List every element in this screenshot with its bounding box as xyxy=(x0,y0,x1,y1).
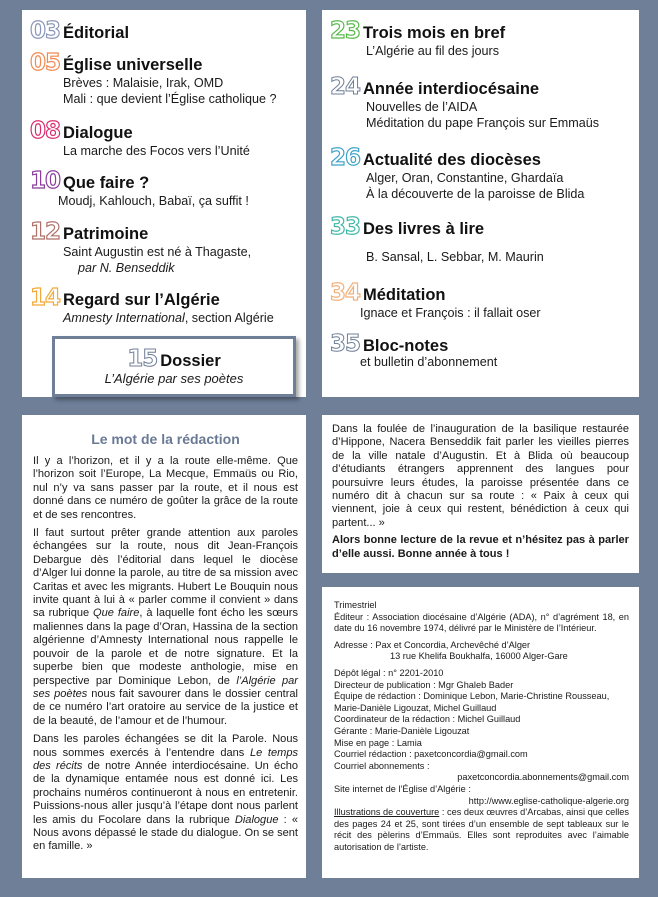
toc-entry-bloc-notes[interactable] xyxy=(330,333,635,370)
dossier-feature-box[interactable] xyxy=(52,336,296,397)
section-subtitle: Brèves : Malaisie, Irak, OMD xyxy=(63,76,224,90)
section-subtitle: Nouvelles de l’AIDA xyxy=(366,100,478,114)
credits-address-line2: 13 rue Khelifa Boukhalfa, 16000 Alger-Gare xyxy=(390,651,568,662)
section-subtitle: L’Algérie au fil des jours xyxy=(366,44,500,58)
toc-left-panel xyxy=(22,10,306,397)
editorial-closing: Alors bonne lecture de la revue et n’hésitez pas à parler d’elle aussi. Bonne année à tous ! xyxy=(332,534,629,560)
page-number: 05 xyxy=(30,50,61,76)
section-title: Patrimoine xyxy=(63,225,149,243)
section-title: Dialogue xyxy=(63,124,133,142)
editorial-paragraph: Dans les paroles échangées se dit la Parole. Nous nous sommes exercés à l’entendre dans Le temps des récits de notre Année interdiocésaine. Un écho de la dynamique entamée nous est donné ici. Les prochains numéros continueront à nous en entretenir. Puissions-nous aller jusqu’à l’étape dont nous parlent les amis du Focolare dans la rubrique Dialogue : « Nous avons dépassé le stade du dialogue. On se sent en famille. » xyxy=(33,733,299,853)
section-subtitle: Ignace et François : il fallait oser xyxy=(360,306,541,320)
editorial-paragraph: Il y a l’horizon, et il y a la route elle-même. Que l’horizon soit l’Europe, La Mecque, Emmaüs ou Rio, nul n’y va sans passer par la route, et il nous est donné dans ce numéro de goûter la grâce de la route et de ses rencontres. xyxy=(33,455,298,521)
section-subtitle: À la découverte de la paroisse de Blida xyxy=(366,187,585,201)
page-number: 08 xyxy=(30,118,61,144)
toc-entry-regard-sur-algerie[interactable] xyxy=(30,287,302,326)
section-title: Regard sur l’Algérie xyxy=(63,291,220,309)
credits-email-editorial: Courriel rédaction : paxetconcordia@gmail.com xyxy=(334,749,528,760)
credits-website-link[interactable]: http://www.eglise-catholique-algerie.org xyxy=(468,795,629,806)
toc-entry-que-faire[interactable] xyxy=(30,170,302,209)
section-subtitle: Mali : que devient l’Église catholique ? xyxy=(63,92,277,106)
section-title: Bloc-notes xyxy=(363,337,449,355)
toc-entry-meditation[interactable] xyxy=(330,282,635,321)
credits-legal-deposit: Dépôt légal : n° 2201-2010 xyxy=(334,667,444,678)
credits-email-subscriptions[interactable]: paxetconcordia.abonnements@gmail.com xyxy=(457,772,629,783)
section-title: Église universelle xyxy=(63,56,203,74)
page-number: 24 xyxy=(330,74,361,100)
page-number: 34 xyxy=(330,280,361,306)
section-subtitle: Saint Augustin est né à Thagaste, xyxy=(63,245,252,259)
credits-manager: Gérante : Marie-Danièle Ligouzat xyxy=(334,725,470,736)
section-subtitle: Méditation du pape François sur Emmaüs xyxy=(366,116,600,130)
credits-layout: Mise en page : Lamia xyxy=(334,737,422,748)
toc-entry-dialogue[interactable] xyxy=(30,120,302,159)
page-number: 35 xyxy=(330,331,361,357)
section-title: Actualité des diocèses xyxy=(363,151,541,169)
section-byline: par N. Benseddik xyxy=(78,261,175,275)
page-number: 03 xyxy=(30,18,61,44)
credits-publisher: Éditeur : Association diocésaine d’Algérie (ADA), n° d’agrément 18, en date du 16 novembre 1974, délivré par le Ministère de l’Intérieur. xyxy=(334,611,629,634)
credits-email-subscriptions-label: Courriel abonnements : xyxy=(334,760,430,771)
toc-entry-trois-mois[interactable] xyxy=(330,20,635,59)
page-number: 10 xyxy=(30,168,61,194)
credits-frequency: Trimestriel xyxy=(334,600,377,610)
section-subtitle: Alger, Oran, Constantine, Ghardaïa xyxy=(366,171,564,185)
section-subtitle: et bulletin d’abonnement xyxy=(360,355,498,369)
editorial-panel xyxy=(22,415,306,878)
credits-coordinator: Coordinateur de la rédaction : Michel Guillaud xyxy=(334,714,521,725)
section-subtitle: Moudj, Kahlouch, Babaï, ça suffit ! xyxy=(58,194,249,208)
section-title: Éditorial xyxy=(63,24,130,42)
toc-entry-patrimoine[interactable] xyxy=(30,221,302,276)
section-subtitle: B. Sansal, L. Sebbar, M. Maurin xyxy=(366,250,544,264)
editorial-title: Le mot de la rédaction xyxy=(91,431,240,447)
credits-panel xyxy=(322,587,639,878)
section-subtitle: La marche des Focos vers l’Unité xyxy=(63,144,250,158)
page-number: 12 xyxy=(30,219,61,245)
toc-entry-livres-a-lire[interactable] xyxy=(330,216,635,265)
toc-right-panel xyxy=(322,10,639,397)
credits-website-label: Site internet de l’Église d’Algérie : xyxy=(334,783,471,794)
credits-team: Équipe de rédaction : Dominique Lebon, Marie-Christine Rousseau, Marie-Danièle Ligouzat, Michel Guillaud xyxy=(334,691,610,713)
credits-illustrations: Illustrations de couverture : ces deux œuvres d’Arcabas, ainsi que celles des pages 24 et 25, sont tirées d’un ensemble de sept tableaux sur le récit des pèlerins d’Emmaüs. Elles sont reproduites avec l’aimable autorisation de l’artiste. xyxy=(334,807,630,852)
section-title: Année interdiocésaine xyxy=(363,80,540,98)
toc-entry-editorial[interactable] xyxy=(30,20,302,43)
toc-entry-actualite-dioceses[interactable] xyxy=(330,147,635,202)
section-title: Trois mois en bref xyxy=(363,24,506,42)
page-number: 14 xyxy=(30,285,61,311)
page-number: 23 xyxy=(330,18,361,44)
credits-director: Directeur de publication : Mgr Ghaleb Bader xyxy=(334,679,514,690)
section-subtitle: Amnesty International, section Algérie xyxy=(63,311,274,325)
toc-entry-eglise-universelle[interactable] xyxy=(30,52,302,107)
credits-address: Adresse : Pax et Concordia, Archevêché d’Alger xyxy=(334,639,531,650)
toc-entry-annee-interdiocesaine[interactable] xyxy=(330,76,635,131)
page-number: 26 xyxy=(330,145,361,171)
editorial-continuation-panel xyxy=(322,415,639,573)
section-title: Méditation xyxy=(363,286,446,304)
page-number: 33 xyxy=(330,214,361,240)
section-title: Dossier xyxy=(160,352,221,370)
page-number: 15 xyxy=(127,346,158,372)
section-subtitle: L’Algérie par ses poètes xyxy=(104,371,244,386)
section-title: Que faire ? xyxy=(63,174,150,192)
section-title: Des livres à lire xyxy=(363,220,485,238)
editorial-paragraph: Dans la foulée de l’inauguration de la basilique restaurée d’Hippone, Nacera Benseddik fait parler les vieilles pierres de la ville natale d’Augustin. Et à Blida où beaucoup d’étudiants étrangers apprennent des langues pour poursuivre leurs études, la paroisse présentée dans ce numéro dit à chacun sur sa route : « Paix à ceux qui viennent, joie à ceux qui restent, bénédiction à ceux qui partent... » xyxy=(332,423,629,529)
editorial-paragraph: Il faut surtout prêter grande attention aux paroles échangées sur la route, nous dit Jean-François Debargue dès l’éditorial dans lequel le diocèse d’Alger lui donne la parole, au titre de sa mission avec Caritas et avec les migrants. Hubert Le Bouquin nous invite quant à lui à « parler comme il convient » dans sa rubrique Que faire, à laquelle font écho les sœurs maliennes dans la page d’Oran, Hassina de la section algérienne d’Amnesty International nous rappelle le pouvoir de la parole et de notre signature. Et la superbe bien que modeste anthologie, mise en perspective par Dominique Lebon, de l’Algérie par ses poètes nous fait savourer dans le dossier central de ce numéro l’art oratoire au service de la justice et de la beauté, de l’amour et de l’humour. xyxy=(33,527,298,727)
